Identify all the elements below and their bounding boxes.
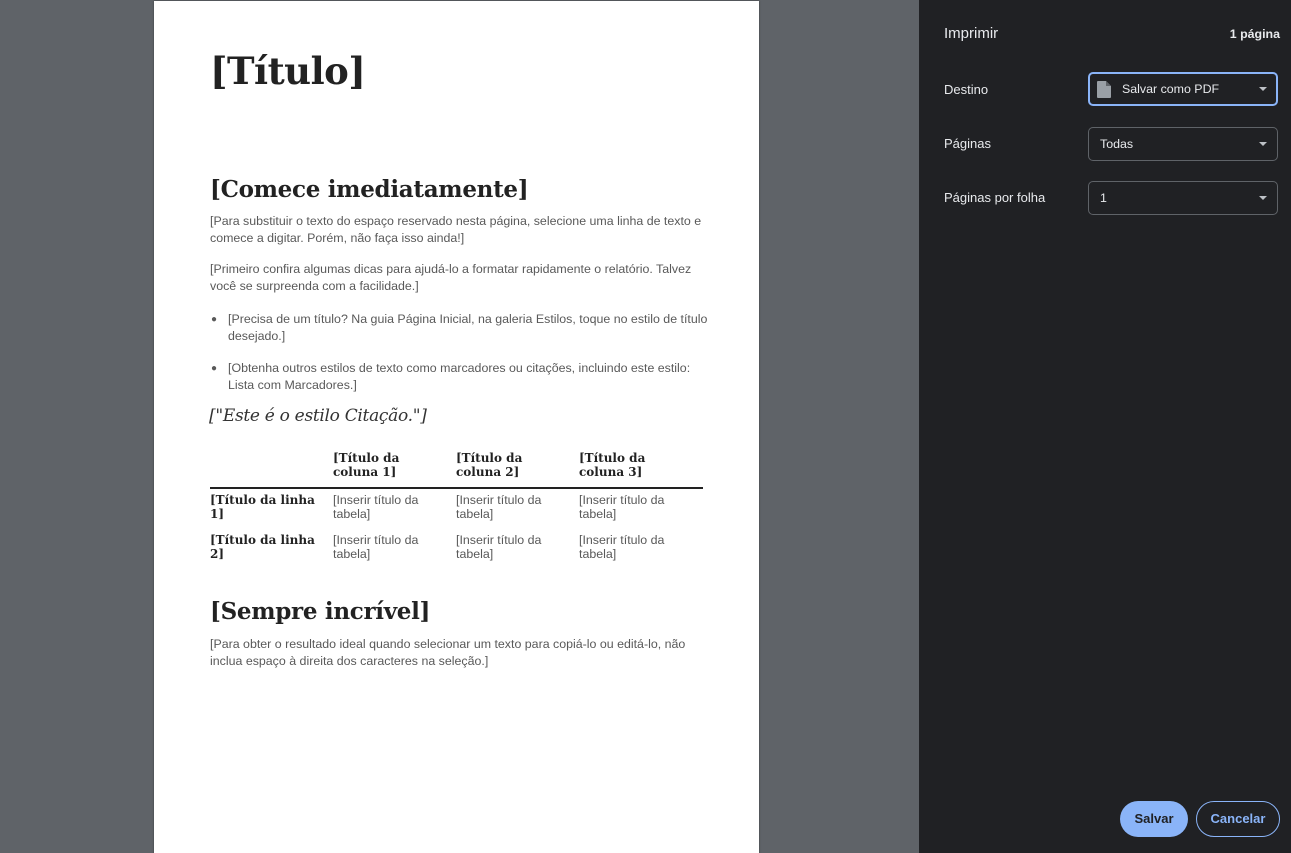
table-row-header: [Título da linha 1] [210,493,315,521]
table-column-header: [Título da coluna 3] [579,451,646,479]
paragraph: [Primeiro confira algumas dicas para ajudá-lo a formatar rapidamente o relatório. Talvez você se surpreenda com a facilidade.] [210,262,692,293]
pages-value: Todas [1100,137,1134,151]
pages-select[interactable] [1088,127,1278,161]
table-row [210,489,703,529]
table-row [210,529,703,569]
heading-always-amazing: [Sempre incrível] [210,598,431,625]
destination-label: Destino [944,82,989,97]
chevron-down-icon [1259,87,1267,91]
bullet-item: [Obtenha outros estilos de texto como marcadores ou citações, incluindo este estilo: Lista com Marcadores.] [228,361,691,392]
pages-per-sheet-value: 1 [1100,191,1107,205]
destination-select[interactable] [1088,72,1278,106]
document-title: [Título] [210,49,366,93]
table-row-header: [Título da linha 2] [210,533,315,561]
chevron-down-icon [1259,142,1267,146]
chevron-down-icon [1259,196,1267,200]
pages-per-sheet-select[interactable] [1088,181,1278,215]
table-cell: [Inserir título da tabela] [333,493,419,521]
table-column-header: [Título da coluna 1] [333,451,400,479]
table-column-header: [Título da coluna 2] [456,451,523,479]
table-header-row [210,449,703,489]
print-settings-panel [919,0,1291,853]
bullet-item: [Precisa de um título? Na guia Página Inicial, na galeria Estilos, toque no estilo de título desejado.] [228,312,708,343]
destination-value: Salvar como PDF [1122,82,1220,96]
heading-get-started: [Comece imediatamente] [210,176,529,203]
pages-per-sheet-label: Páginas por folha [944,190,1046,205]
page-count: 1 página [1229,27,1280,41]
pages-label: Páginas [944,136,991,151]
table-cell: [Inserir título da tabela] [579,493,665,521]
cancel-button[interactable]: Cancelar [1196,801,1280,837]
quote-text: ["Este é o estilo Citação."] [209,406,427,426]
print-title: Imprimir [944,25,999,42]
table-cell: [Inserir título da tabela] [579,533,665,561]
file-icon [1097,81,1111,98]
table-cell: [Inserir título da tabela] [456,533,542,561]
table-cell: [Inserir título da tabela] [456,493,542,521]
save-button[interactable]: Salvar [1120,801,1188,837]
document-table [210,449,703,569]
bullet-icon: ● [211,314,218,325]
table-cell: [Inserir título da tabela] [333,533,419,561]
preview-page [154,1,759,853]
bullet-icon: ● [211,363,218,374]
paragraph: [Para obter o resultado ideal quando selecionar um texto para copiá-lo ou editá-lo, não inclua espaço à direita dos caracteres na seleção.] [210,637,686,668]
paragraph: [Para substituir o texto do espaço reservado nesta página, selecione uma linha de texto e comece a digitar. Porém, não faça isso ainda!] [210,214,702,245]
